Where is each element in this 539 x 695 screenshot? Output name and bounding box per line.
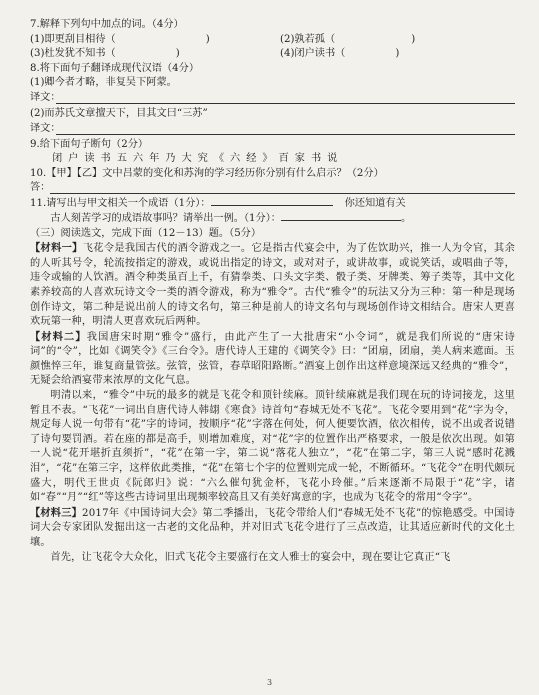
q8-sentence-1: (1)卿今者才略，非复吴下阿蒙。 [30,77,177,89]
page-number: 3 [266,678,273,688]
q8-title: 8.将下面句子翻译成现代汉语（4分） [30,62,200,74]
q9-sentence: 闭户读书五六年乃大究《六经》百家书说 [52,153,344,165]
q8-sentence-2: (2)而苏氏文章擅天下，目其文曰“三苏” [30,107,208,119]
material-3-p2: 首先，让飞花令大众化，旧式飞花令主要盛行在文人雅士的宴会中，现在要让它真正“飞 [50,551,451,563]
q11-line-1: 11.请写出与甲文相关一个成语（1分）： 你还知道有关 [30,198,406,210]
q7-title: 7.解释下列句中加点的词。（4分） [30,19,184,30]
q8-answer-line-1[interactable]: 译文： [30,91,515,107]
section-3-heading: （三）阅读选文，完成下面（12－13）题。（5分） [30,227,262,239]
material-3-p1 [30,506,515,551]
q7-item-1: (1)即更刮目相待（ ) [30,33,210,45]
material-2-p2: 明清以来，“雅令”中玩的最多的就是飞花令和顶针续麻。顶针续麻就是我们现在玩的诗词接龙，这里暂且不表。“飞花”一词出自唐代诗人韩翃《寒食》诗首句“春城无处不飞花”。飞花令要用到“花”字为令，规定每人说一句带有“花”字的诗词，按顺序“花”字落在何处，何人便要饮酒，依次相传，说不出或者说错了诗句要罚酒。若在座的都是高手，则增加难度，对“花”字的位置作出严格要求，一般是依次出现。如第一人说“花开堪折直须折”，“花”在第一字，第二说“落花人独立”，“花”在第二字，第三人说“感时花溅泪”，“花”在第三字，这样依此类推，“花”在第七个字的位置则完成一轮，不断循环。“飞花令”在明代颇玩盛大，明代王世贞《阮郎归》说：“六么催句犹金杯，飞花小玲催。”后来逐渐不局限于“花”字，诸如“春”“月”“红”等这些古诗词里出现频率较高且又有美好寓意的字，也成为飞花令的常用“令字”。 [30,390,515,504]
q7-item-3: (3)杜发犹不知书（ ) [30,48,180,60]
q11-blank-2[interactable] [281,220,401,221]
q7-item-2: (2)孰若孤（ ) [280,33,416,45]
material-3-text-1: 2017年《中国诗词大会》第二季播出，飞花令带给人们“春城无处不飞花”的惊艳感受。中国诗词大会专家团队发掘出这一古老的文化品种，并对旧式飞花令进行了三点改造，让其适应新时代的文化土壤。 [30,507,516,548]
q11-blank-1[interactable] [211,205,333,206]
material-2-p1 [30,330,515,389]
q9-title: 9.给下面句子断句（2分） [30,138,149,150]
q7-row-2 [30,47,515,62]
q8-answer-line-2[interactable]: 译文： [30,122,515,138]
q10-answer-line[interactable]: 答： [30,181,515,197]
q7-row-1 [30,33,515,48]
material-1-label: 【材料一】 [30,242,83,255]
material-2-label: 【材料二】 [30,330,87,343]
q11-line-2: 古人刻苦学习的成语故事吗？请举出一例。（1分）： 。 [50,212,412,224]
q10-question: 10.【甲】【乙】文中吕蒙的变化和苏洵的学习经历你分别有什么启示？（2分） [30,167,384,179]
material-1 [30,241,515,330]
material-3-label: 【材料三】 [30,506,83,519]
material-1-text: 飞花令是我国古代的酒令游戏之一。它是指古代宴会中，为了佐饮助兴，推一人为令官，其余的人听其号令，轮流按指定的游戏，或说出指定的诗文，或对对子，或讲故事，或说笑话，或唱曲子等，违令或输的人饮酒。酒令种类虽百上千，有猜拳类、口头文字类、骰子类、牙牌类、筹子类等，其中文化素养较高的人喜欢玩诗文令一类的酒令游戏，称为“雅令”。古代“雅令”的玩法又分为三种：第一种是现场创作诗文，第二种是说出前人的诗文名句，第三种是前人的诗文名句与现场创作诗文相结合。唐宋人更喜欢玩第一种，明清人更喜欢玩后两种。 [30,243,515,328]
material-2-text-1: 我国唐宋时期“雅令”盛行，由此产生了一大批唐宋“小令词”，就是我们所说的“唐宋诗词”的“令”，比如《调笑令》《三台令》。唐代诗人王建的《调笑令》曰：“团扇，团扇，美人病来遮面。玉颜憔悴三年，谁复商量管弦。弦管，弦管，春草昭阳路断。”酒宴上创作出这样意境深远又经典的“雅令”，无疑会给酒宴带来浓厚的文化气息。 [30,331,515,387]
q7-item-4: (4)闭户读书（ ) [280,48,400,60]
